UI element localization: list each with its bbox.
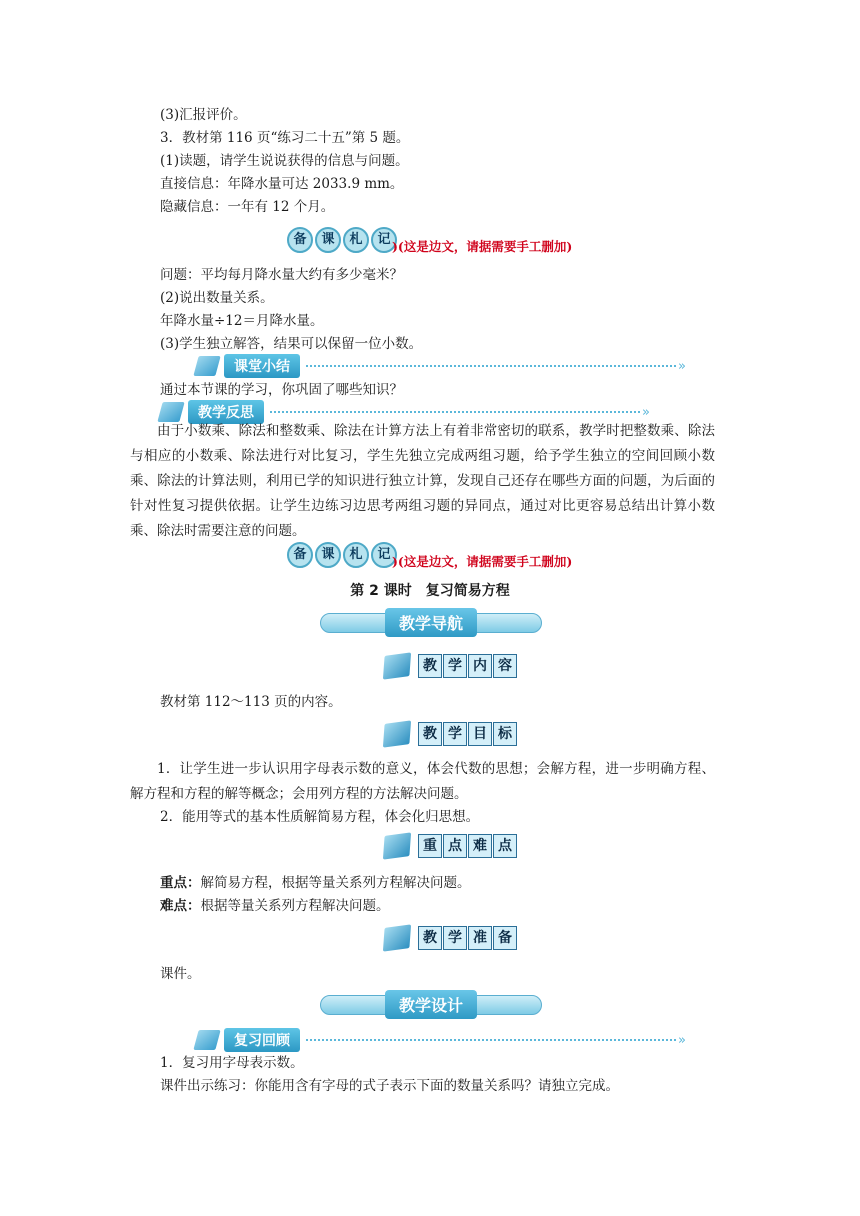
book-icon xyxy=(193,356,220,376)
key-text: 解简易方程，根据等量关系列方程解决问题。 xyxy=(200,875,471,891)
text-line: 教材第 112～113 页的内容。 xyxy=(160,694,342,710)
heading-char: 点 xyxy=(493,834,517,858)
heading-goal xyxy=(384,722,518,746)
section-summary xyxy=(196,354,686,378)
key-label: 重点： xyxy=(160,875,201,891)
book-icon xyxy=(193,1030,220,1050)
difficulty-label: 难点： xyxy=(160,898,201,914)
text-line: 通过本节课的学习，你巩固了哪些知识？ xyxy=(160,382,403,398)
dotted-divider xyxy=(306,1039,676,1041)
book-icon xyxy=(383,924,411,951)
heading-char: 准 xyxy=(468,926,492,950)
section-label: 教学反思 xyxy=(188,400,264,424)
key-line xyxy=(160,874,471,892)
note-badge-char: 记 xyxy=(371,227,397,253)
text-line: (2)说出数量关系。 xyxy=(160,290,274,306)
heading-char: 教 xyxy=(418,926,442,950)
text-line: (1)读题，请学生说说获得的信息与问题。 xyxy=(160,153,409,169)
text-line: 1．复习用字母表示数。 xyxy=(160,1055,304,1071)
arrow-icon: » xyxy=(642,404,650,420)
difficulty-text: 根据等量关系列方程解决问题。 xyxy=(200,898,390,914)
goal-paragraph: 1．让学生进一步认识用字母表示数的意义，体会代数的思想；会解方程，进一步明确方程、解方程和方程的解等概念；会用列方程的方法解决问题。 xyxy=(130,761,715,802)
dotted-divider xyxy=(306,365,676,367)
note-badge-char: 备 xyxy=(287,542,313,568)
note-badge-char: 札 xyxy=(343,542,369,568)
section-label: 复习回顾 xyxy=(224,1028,300,1052)
heading-char: 难 xyxy=(468,834,492,858)
lesson-title: 第 2 课时 复习简易方程 xyxy=(350,583,510,599)
section-review xyxy=(196,1028,686,1052)
heading-char: 内 xyxy=(468,654,492,678)
heading-char: 教 xyxy=(418,654,442,678)
heading-char: 重 xyxy=(418,834,442,858)
text-line: 隐藏信息：一年有 12 个月。 xyxy=(160,199,335,215)
text-line: (3)学生独立解答，结果可以保留一位小数。 xyxy=(160,336,423,352)
book-icon xyxy=(383,652,411,679)
text-line: 2．能用等式的基本性质解简易方程，体会化归思想。 xyxy=(160,809,480,825)
ribbon-label: 教学设计 xyxy=(385,990,477,1019)
arrow-icon: » xyxy=(678,358,686,374)
side-note: )(这是边文，请据需要手工删加) xyxy=(392,239,573,254)
heading-char: 学 xyxy=(443,926,467,950)
note-badge-char: 课 xyxy=(315,227,341,253)
book-icon xyxy=(383,720,411,747)
heading-key xyxy=(384,834,518,858)
difficulty-line xyxy=(160,897,390,915)
ribbon-label: 教学导航 xyxy=(385,608,477,637)
text-line: 课件。 xyxy=(160,966,201,982)
note-badge-char: 记 xyxy=(371,542,397,568)
note-badge xyxy=(287,542,397,568)
ribbon-nav xyxy=(320,605,542,639)
ribbon-design xyxy=(320,987,542,1021)
book-icon xyxy=(383,832,411,859)
side-note: )(这是边文，请据需要手工删加) xyxy=(392,554,573,569)
text-line: 问题：平均每月降水量大约有多少毫米？ xyxy=(160,267,403,283)
heading-content xyxy=(384,654,518,678)
heading-char: 容 xyxy=(493,654,517,678)
heading-char: 标 xyxy=(493,722,517,746)
note-badge-char: 札 xyxy=(343,227,369,253)
text-line: (3)汇报评价。 xyxy=(160,107,247,123)
heading-char: 点 xyxy=(443,834,467,858)
heading-char: 备 xyxy=(493,926,517,950)
section-label: 课堂小结 xyxy=(224,354,300,378)
reflection-paragraph: 由于小数乘、除法和整数乘、除法在计算方法上有着非常密切的联系，教学时把整数乘、除法与相应的小数乘、除法进行对比复习，学生先独立完成两组习题，给予学生独立的空间回顾小数乘、除法的计算法则，利用已学的知识进行独立计算，发现自己还存在哪些方面的问题，为后面的针对性复习提供依据。让学生边练习边思考两组习题的异同点，通过对比更容易总结出计算小数乘、除法时需要注意的问题。 xyxy=(130,423,715,539)
dotted-divider xyxy=(270,411,640,413)
arrow-icon: » xyxy=(678,1032,686,1048)
heading-char: 教 xyxy=(418,722,442,746)
note-badge-char: 课 xyxy=(315,542,341,568)
text-line: 直接信息：年降水量可达 2033.9 mm。 xyxy=(160,176,404,192)
note-badge xyxy=(287,227,397,253)
text-line: 3．教材第 116 页“练习二十五”第 5 题。 xyxy=(160,130,410,146)
heading-char: 学 xyxy=(443,654,467,678)
heading-char: 目 xyxy=(468,722,492,746)
text-line: 课件出示练习：你能用含有字母的式子表示下面的数量关系吗？请独立完成。 xyxy=(160,1078,619,1094)
note-badge-char: 备 xyxy=(287,227,313,253)
heading-prep xyxy=(384,926,518,950)
heading-char: 学 xyxy=(443,722,467,746)
text-line: 年降水量÷12＝月降水量。 xyxy=(160,313,324,329)
